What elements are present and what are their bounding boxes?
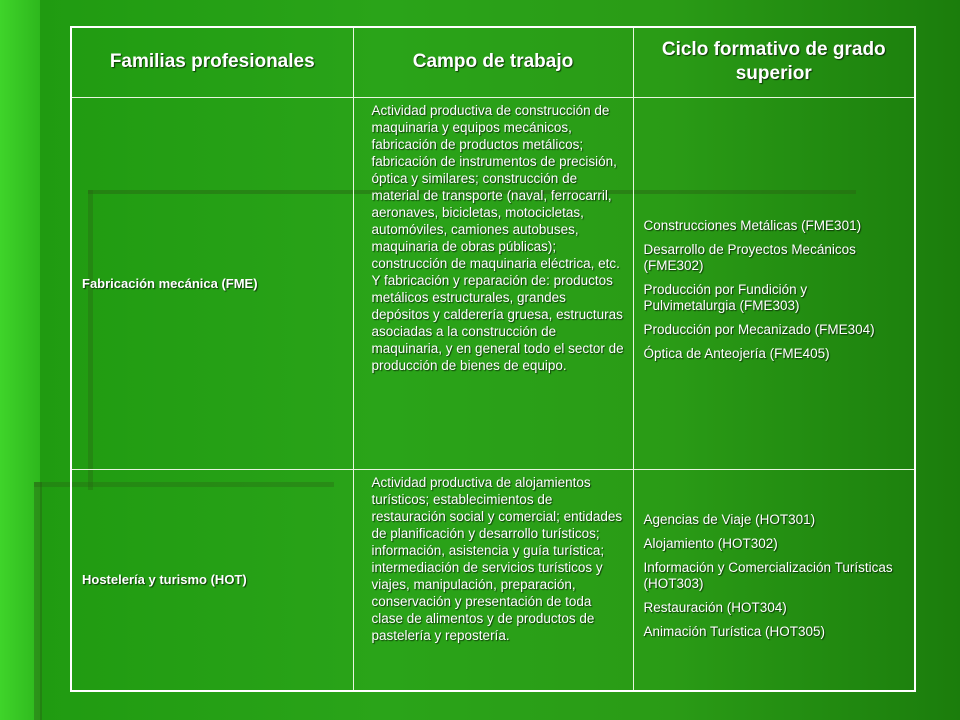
family-cell: Hostelería y turismo (HOT): [71, 469, 353, 691]
cycle-list: [644, 512, 903, 640]
header-ciclo: Ciclo formativo de grado superior: [633, 27, 915, 97]
cycles-cell: [633, 469, 915, 691]
table-header-row: [71, 27, 915, 97]
cycle-item: Agencias de Viaje (HOT301): [643, 511, 816, 527]
cycle-item: Alojamiento (HOT302): [643, 535, 778, 551]
cycles-cell: [633, 97, 915, 469]
field-cell: Actividad productiva de alojamientos turísticos; establecimientos de restauración social y comercial; entidades de planificación y desarrollo turísticos; información, asistencia y guía turística; intermediación de servicios turísticos y viajes, manipulación, preparación, conservación y presentación de toda clase de alimentos y de productos de pastelería y repostería.: [353, 469, 633, 691]
professional-families-table: [70, 26, 916, 692]
cycle-item: Óptica de Anteojería (FME405): [643, 346, 830, 361]
table-row: [71, 469, 915, 691]
cycle-list: [644, 218, 903, 362]
field-cell: Actividad productiva de construcción de maquinaria y equipos mecánicos, fabricación de productos metálicos; fabricación de instrumentos de precisión, óptica y similares; construcción de material de transporte (naval, ferrocarril, aeronaves, bicicletas, motocicletas, automóviles, camiones autobuses, maquinaria de obras públicas); construcción de maquinaria eléctrica, etc. Y fabricación y reparación de: productos metálicos estructurales, grandes depósitos y calderería gruesa, estructuras asociadas a la construcción de maquinaria, y en general todo el sector de producción de bienes de equipo.: [353, 97, 633, 469]
header-campo: Campo de trabajo: [353, 27, 633, 97]
cycle-item: Desarrollo de Proyectos Mecánicos (FME302): [643, 242, 856, 273]
cycle-item: Restauración (HOT304): [643, 599, 787, 615]
table-row: [71, 97, 915, 469]
family-cell: Fabricación mecánica (FME): [71, 97, 353, 469]
cycle-item: Producción por Fundición y Pulvimetalurgia (FME303): [643, 282, 808, 313]
background-line: [34, 482, 42, 720]
cycle-item: Producción por Mecanizado (FME304): [643, 322, 875, 337]
cycle-item: Información y Comercialización Turísticas (HOT303): [643, 559, 893, 591]
cycle-item: Construcciones Metálicas (FME301): [643, 218, 862, 233]
cycle-item: Animación Turística (HOT305): [643, 623, 826, 639]
header-familias: Familias profesionales: [71, 27, 353, 97]
